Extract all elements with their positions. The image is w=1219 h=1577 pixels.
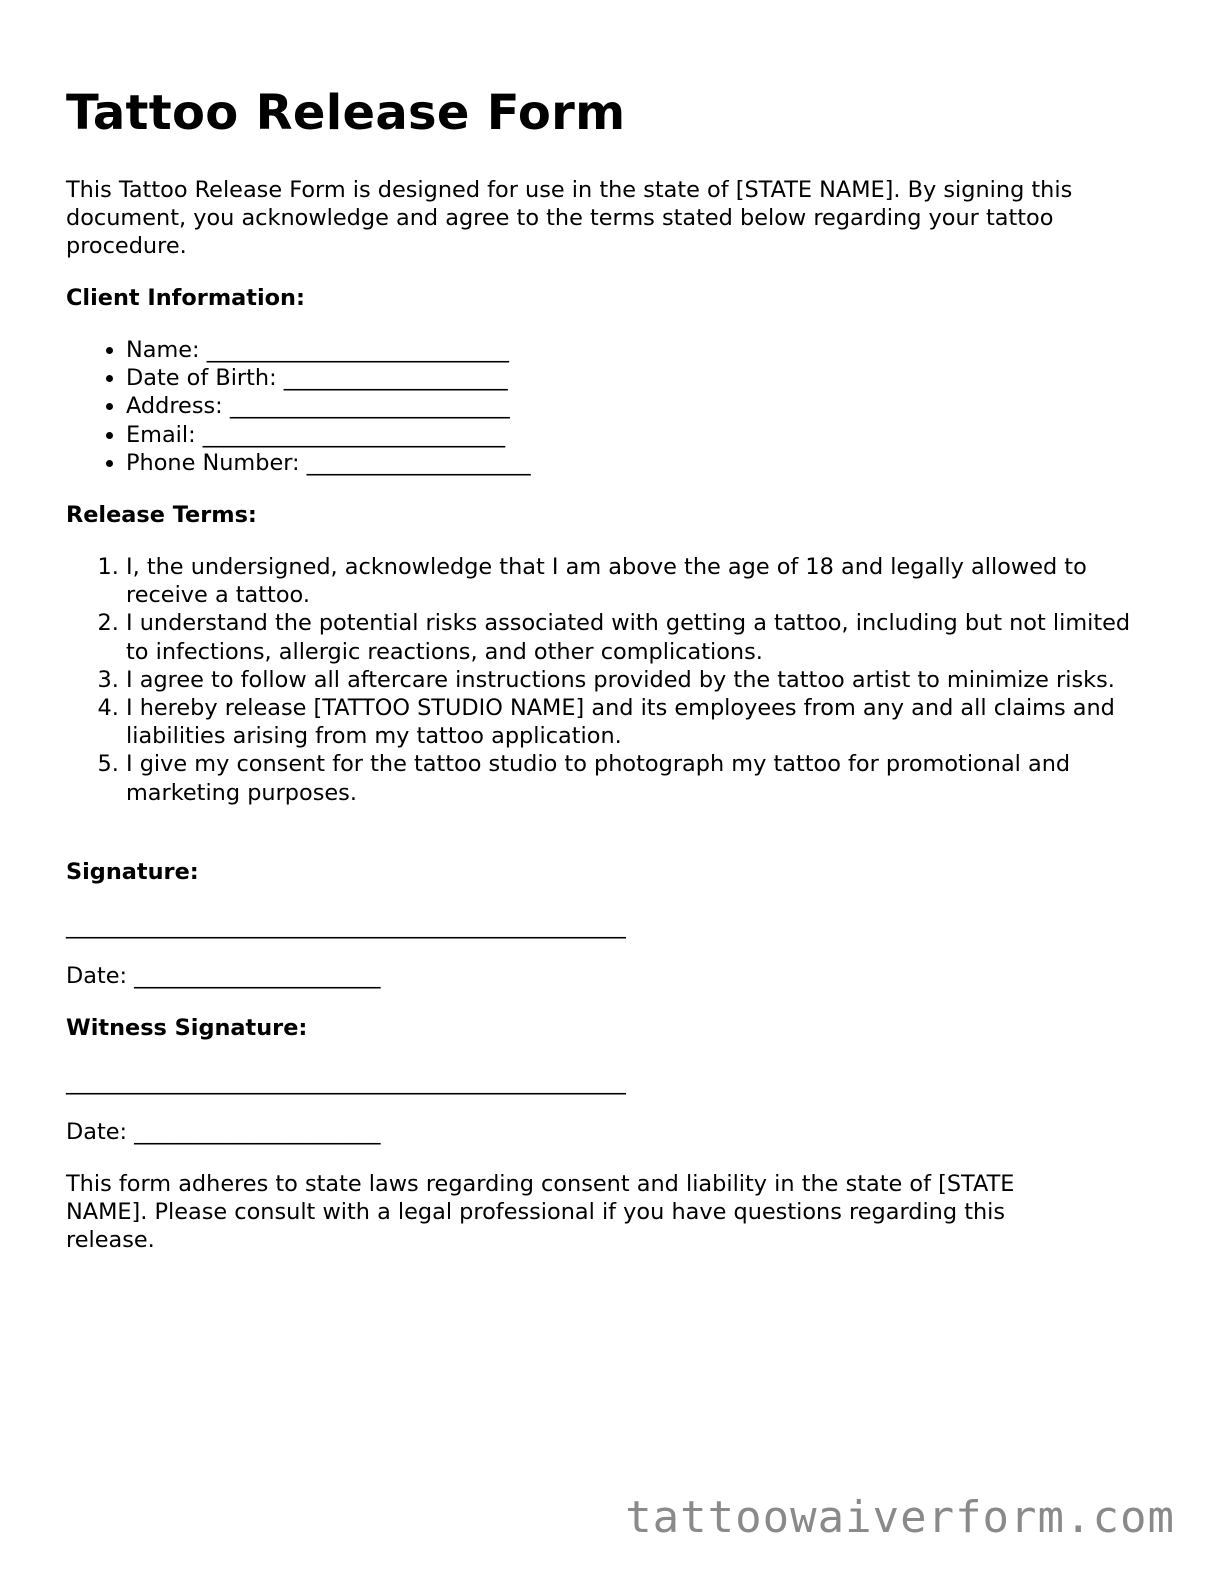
witness-signature-heading: Witness Signature: — [66, 1015, 308, 1041]
signature-line[interactable]: __________________________________________________ — [66, 913, 626, 939]
release-terms-list — [66, 553, 1156, 807]
witness-signature-line[interactable]: __________________________________________________ — [66, 1069, 626, 1095]
email-field: • Email: ___________________________ — [126, 421, 531, 449]
witness-date-field[interactable]: Date: ______________________ — [66, 1119, 381, 1145]
release-term-item: 5. I give my consent for the tattoo studio to photograph my tattoo for promotional and marketing purposes. — [126, 750, 1156, 806]
intro-paragraph: This Tattoo Release Form is designed for use in the state of [STATE NAME]. By signing this document, you acknowledge and agree to the terms stated below regarding your tattoo procedure. — [66, 177, 1073, 260]
client-information-heading: Client Information: — [66, 285, 305, 311]
client-information-list — [66, 336, 531, 477]
release-term-item: 2. I understand the potential risks associated with getting a tattoo, including but not limited to infections, allergic reactions, and other complications. — [126, 609, 1156, 665]
release-term-item: 1. I, the undersigned, acknowledge that I am above the age of 18 and legally allowed to receive a tattoo. — [126, 553, 1156, 609]
release-term-item: 3. I agree to follow all aftercare instructions provided by the tattoo artist to minimize risks. — [126, 666, 1156, 694]
watermark: tattoowaiverform.com — [625, 1492, 1175, 1543]
phone-number-field: • Phone Number: ____________________ — [126, 449, 531, 477]
page-title: Tattoo Release Form — [66, 85, 626, 141]
signature-date-field[interactable]: Date: ______________________ — [66, 963, 381, 989]
signature-heading: Signature: — [66, 859, 199, 885]
release-terms-heading: Release Terms: — [66, 502, 257, 528]
address-field: • Address: _________________________ — [126, 392, 531, 420]
closing-paragraph: This form adheres to state laws regarding consent and liability in the state of [STATE NAME]. Please consult with a legal professional if you have questions regarding this release. — [66, 1171, 1015, 1254]
name-field: • Name: ___________________________ — [126, 336, 531, 364]
release-term-item: 4. I hereby release [TATTOO STUDIO NAME] and its employees from any and all claims and liabilities arising from my tattoo application. — [126, 694, 1156, 750]
date-of-birth-field: • Date of Birth: ____________________ — [126, 364, 531, 392]
